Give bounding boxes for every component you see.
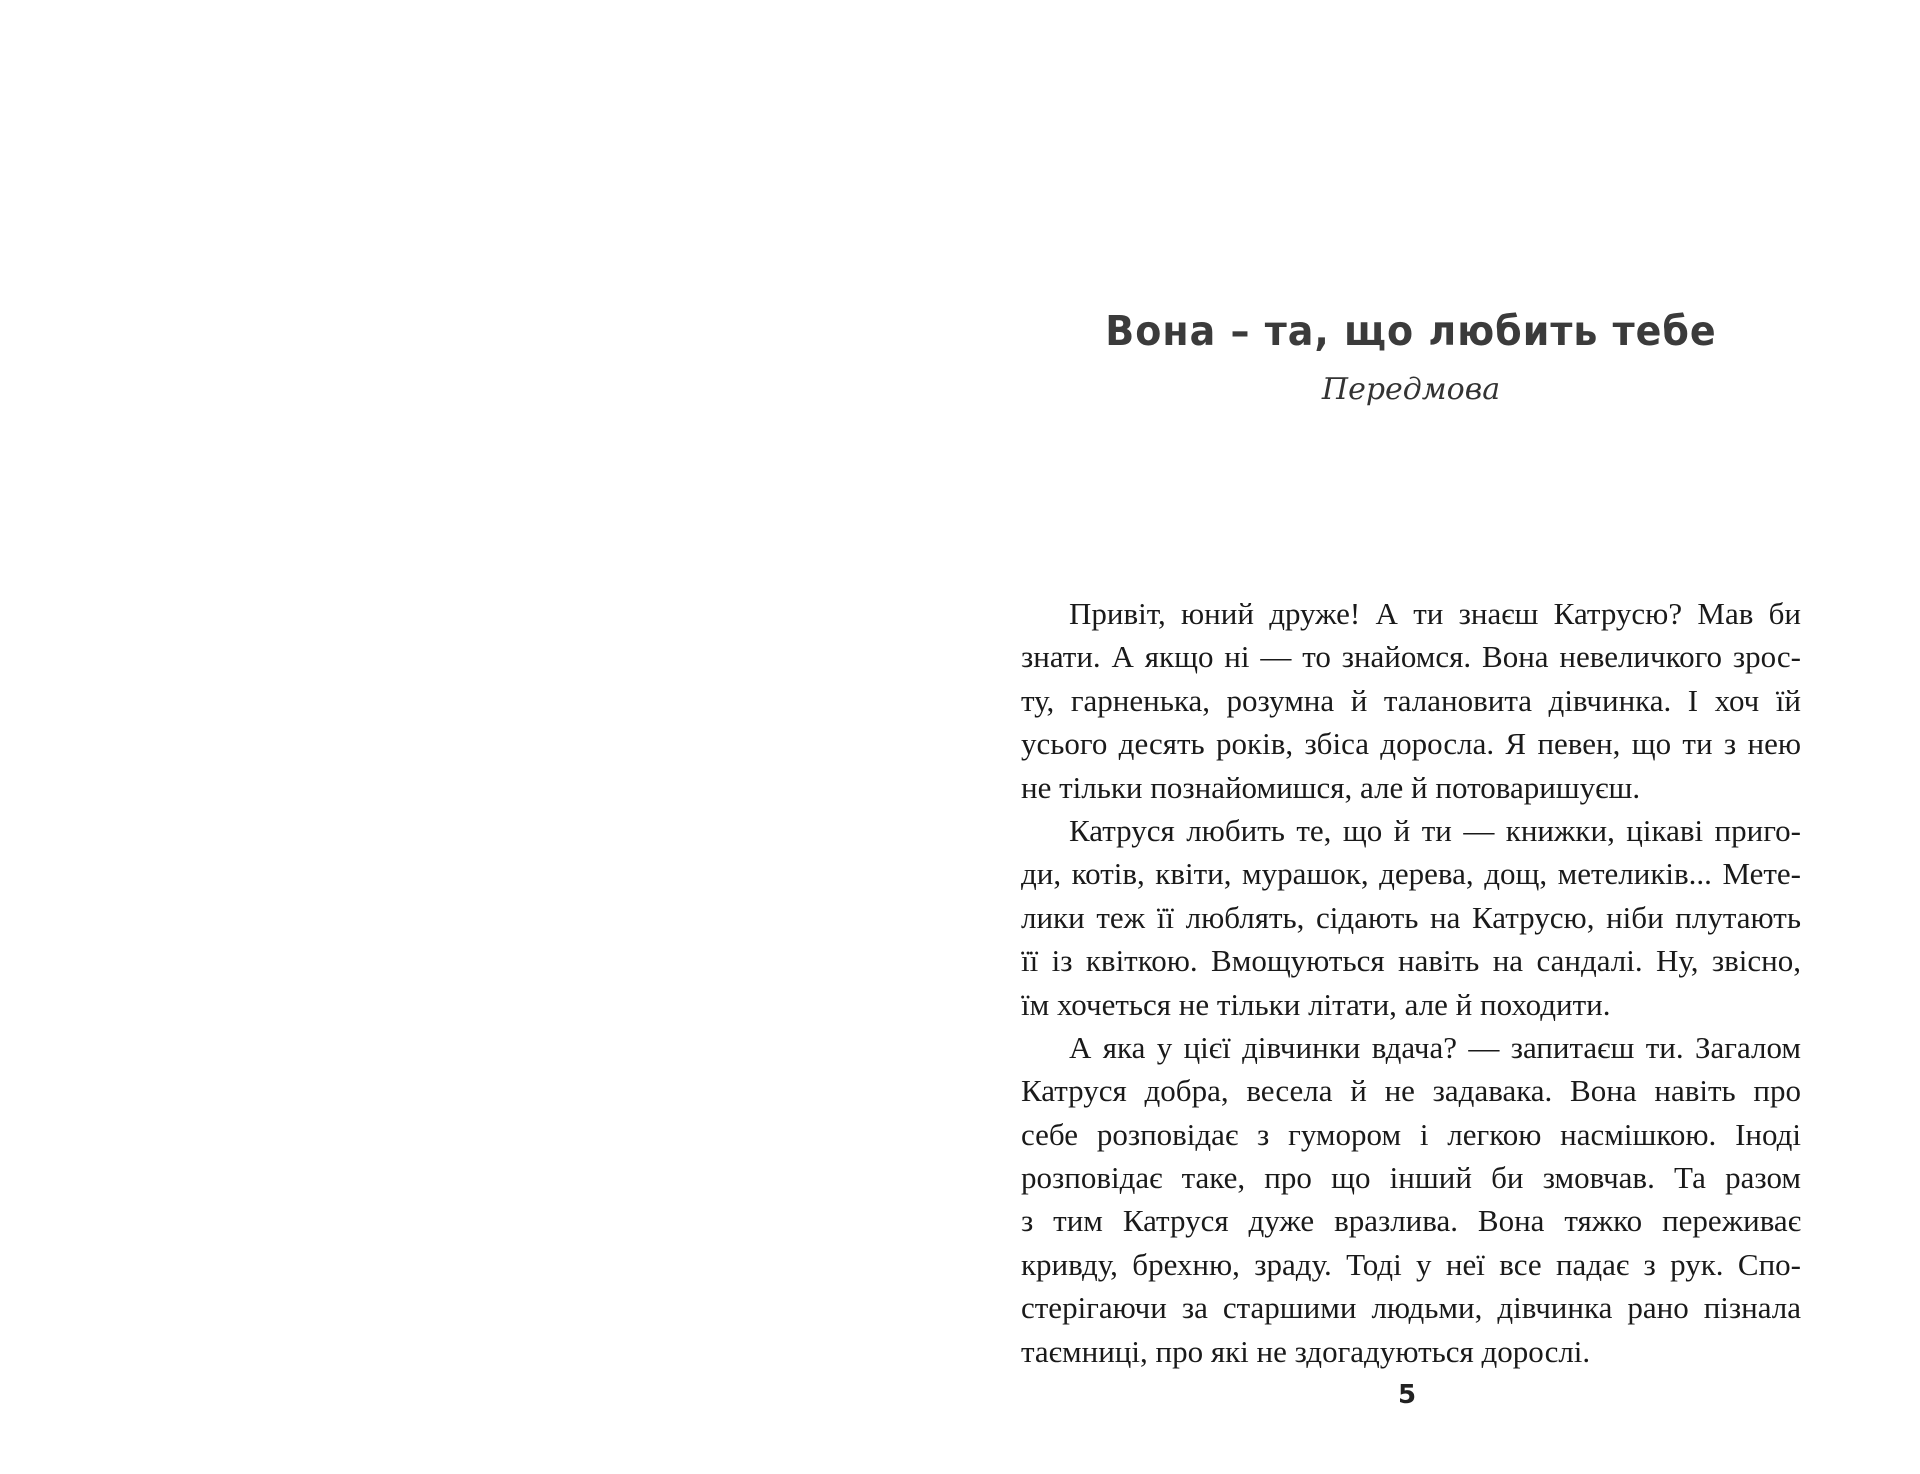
paragraph-2-line-3: лики теж її люблять, сідають на Катрусю, ніби плутають (1021, 899, 1801, 935)
paragraph-3-line-4: розповідає таке, про що інший би змовчав. Та разом (1021, 1160, 1801, 1196)
paragraph-2-line-4: її із квіткою. Вмощуються навіть на сандалі. Ну, звісно, (1021, 943, 1801, 979)
body-text (1021, 592, 1801, 1373)
paragraph-3-line-2: Катруся добра, весела й не задавака. Вона навіть про (1021, 1073, 1801, 1109)
paragraph-1-line-3: ту, гарненька, розумна й талановита дівчинка. І хоч їй (1021, 682, 1801, 718)
paragraph-1-line-1: Привіт, юний друже! А ти знаєш Катрусю? Мав би (1069, 596, 1801, 631)
page-number: 5 (1397, 1380, 1417, 1410)
paragraph-2-line-5: їм хочеться не тільки літати, але й походити. (1021, 986, 1611, 1022)
paragraph-3-line-7: стерігаючи за старшими людьми, дівчинка рано пізнала (1021, 1290, 1801, 1326)
paragraph-2-line-2: ди, котів, квіти, мурашок, дерева, дощ, метеликів... Мете- (1021, 856, 1801, 892)
paragraph-3-line-8: таємниці, про які не здогадуються дорослі. (1021, 1333, 1591, 1369)
paragraph-3-line-6: кривду, брехню, зраду. Тоді у неї все падає з рук. Спо- (1021, 1246, 1801, 1282)
paragraph-3-line-3: себе розповідає з гумором і легкою насмішкою. Іноді (1021, 1116, 1801, 1152)
paragraph-2-line-1: Катруся любить те, що й ти — книжки, цікаві приго- (1069, 812, 1801, 848)
paragraph-1-line-5: не тільки познайомишся, але й потоваришуєш. (1021, 769, 1641, 805)
paragraph-1-line-2: знати. А якщо ні — то знайомся. Вона невеличкого зрос- (1021, 639, 1801, 675)
paragraph-3-line-1: А яка у цієї дівчинки вдача? — запитаєш ти. Загалом (1069, 1029, 1801, 1065)
paragraph-3-line-5: з тим Катруся дуже вразлива. Вона тяжко переживає (1021, 1203, 1801, 1239)
chapter-subtitle: Передмова (1321, 372, 1501, 407)
chapter-title: Вона – та, що любить тебе (1105, 307, 1717, 355)
paragraph-1-line-4: усього десять років, збіса доросла. Я певен, що ти з нею (1021, 726, 1801, 762)
